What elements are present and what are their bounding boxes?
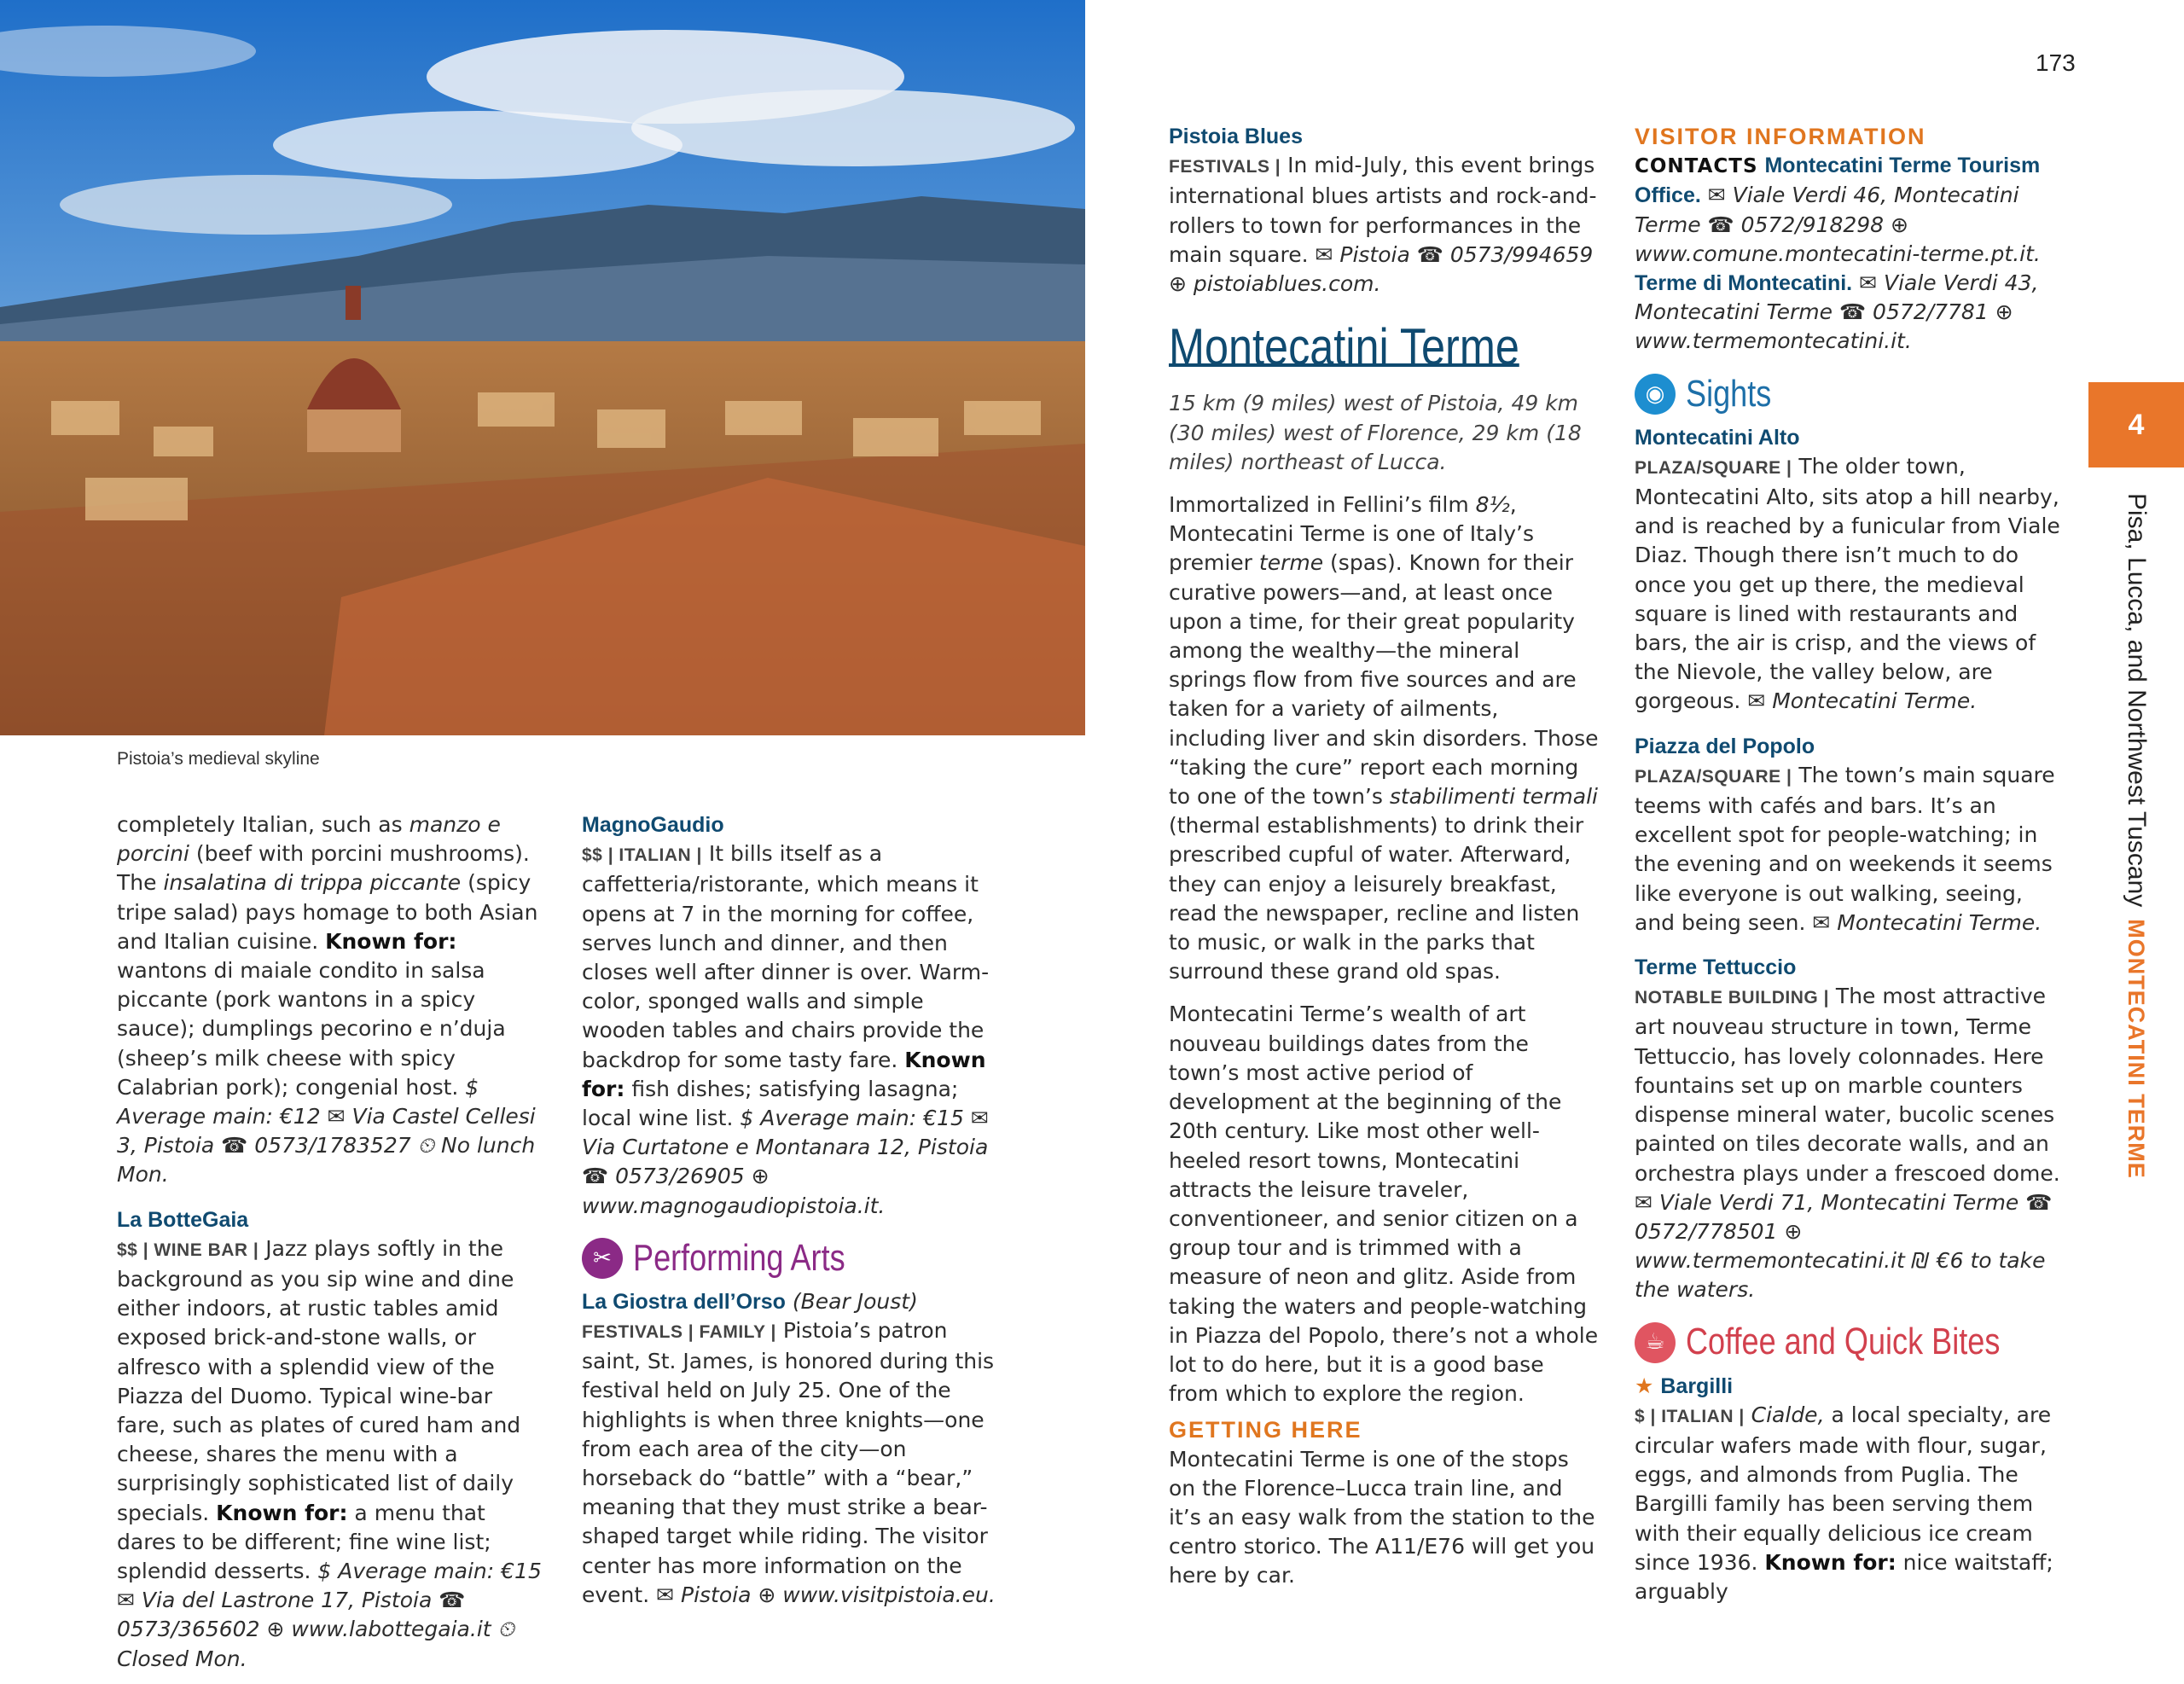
column-3 — [1169, 122, 1600, 1591]
column-4 — [1635, 122, 2065, 1606]
coffee-cup-icon: ☕ — [1635, 1322, 1676, 1363]
paragraph: Immortalized in Fellini’s film 8½, Montecatini Terme is one of Italy’s premier terme (spas). Known for their curative powers—and, at least once upon a time, for their great popularity among the wealthy—the mineral springs flow from five sources and are taken for a variety of ailments, including liver and skin disorders. Those “taking the cure” report each morning to one of the town’s stabilimenti termali (thermal establishments) to drink their prescribed cupful of water. Afterward, they can enjoy a leisurely breakfast, read the newspaper, recline and listen to music, or walk in the parks that surround these grand old spas. — [1169, 492, 1599, 984]
listing-text: PLAZA/SQUARE | The older town, Montecatini Alto, sits atop a hill nearby, and is reached by a funicular from Viale Diaz. Though there isn’t much to do once you get up there, the medieval square is lined with restaurants and bars, the air is crisp, and the views of the Nievole, the valley below, are gorgeous. ✉ Montecatini Terme. — [1635, 453, 2060, 714]
listing-text: NOTABLE BUILDING | The most attractive art nouveau structure in town, Terme Tettuccio, has lovely colonnades. Here fountains set up on marble counters dispense mineral water, bucolic scenes painted on tiles decorate walls, and an orchestra plays under a frescoed dome. ✉ Viale Verdi 71, Montecatini Terme ☎ 0572/778501 ⊕ www.termemontecatini.it ₪ €6 to take the waters. — [1635, 984, 2060, 1303]
section-title: MONTECATINI TERME — [2123, 919, 2149, 1179]
column-2 — [582, 810, 1013, 1610]
listing-text: PLAZA/SQUARE | The town’s main square teems with cafés and bars. It’s an excellent spot for people-watching; in the evening and on weekends it seems like everyone is out walking, seeing, and being seen. ✉ Montecatini Terme. — [1635, 762, 2055, 935]
listing-text: FESTIVALS | In mid-July, this event brings international blues artists and rock-and-rollers to town for performances in the main square. ✉ Pistoia ☎ 0573/994659 ⊕ pistoiablues.com. — [1169, 153, 1597, 297]
chapter-title: Pisa, Lucca, and Northwest Tuscany — [2123, 493, 2151, 908]
chapter-running-head — [2122, 493, 2151, 1179]
listing-text: $ | ITALIAN | Cialde, a local specialty, are circular wafers made with flour, sugar, eggs, and almonds from Puglia. The Bargilli family has been serving them with their equally delicious ice cream since 1936. Known for: nice waitstaff; arguably — [1635, 1402, 2053, 1604]
listing-name: MagnoGaudio — [582, 813, 724, 837]
listing-name: Piazza del Popolo — [1635, 734, 1815, 758]
listing-text: $$ | WINE BAR | Jazz plays softly in the background as you sip wine and dine either indoors, at rustic tables amid exposed brick-and-stone walls, or alfresco with a splendid view of the Piazza del Duomo. Typical wine-bar fare, such as plates of cured ham and cheese, shares the menu with a surprisingly sophisticated list of daily specials. Known for: a menu that dares to be different; fine wine list; splendid desserts. $ Average main: €15 ✉ Via del Lastrone 17, Pistoia ☎ 0573/365602 ⊕ www.labottegaia.it ⏲ Closed Mon. — [117, 1235, 542, 1671]
page-number: 173 — [2036, 49, 2076, 76]
town-title: Montecatini Terme — [1169, 318, 1519, 376]
photo-caption: Pistoia’s medieval skyline — [117, 749, 320, 769]
paragraph: completely Italian, such as manzo e porcini (beef with porcini mushrooms). The insalatina di trippa piccante (spicy tripe salad) pays homage to both Asian and Italian cuisine. Known for: wantons di maiale condito in salsa piccante (pork wantons in a spicy sauce); dumplings pecorino e n’duja (sheep’s milk cheese with spicy Calabrian pork); congenial host. $ Average main: €12 ✉ Via Castel Cellesi 3, Pistoia ☎ 0573/1783527 ⏲ No lunch Mon. — [117, 812, 538, 1188]
listing-name: Terme Tettuccio — [1635, 955, 1797, 980]
paragraph: Montecatini Terme is one of the stops on the Florence–Lucca train line, and it’s an easy walk from the station to the centro storico. The A11/E76 will get you here by car. — [1169, 1446, 1595, 1588]
section-heading-performing-arts: ✂ Performing Arts — [582, 1238, 1013, 1279]
section-heading-coffee: ☕ Coffee and Quick Bites — [1635, 1322, 2065, 1363]
listing-text: FESTIVALS | FAMILY | Pistoia’s patron saint, St. James, is honored during this festival held on July 25. One of the highlights is when three knights—one from each area of the city—on horseback do “battle” with a “bear,” meaning that they must strike a bear-shaped target while riding. The visitor center has more information on the event. ✉ Pistoia ⊕ www.visitpistoia.eu. — [582, 1318, 996, 1607]
listing-name: La BotteGaia — [117, 1207, 249, 1232]
eye-icon: ◉ — [1635, 374, 1676, 415]
ticket-icon: ✂ — [582, 1238, 623, 1279]
town-intro: 15 km (9 miles) west of Pistoia, 49 km (30 miles) west of Florence, 29 km (18 miles) northeast of Lucca. — [1169, 391, 1582, 474]
contacts-text: CONTACTS Montecatini Terme Tourism Office. ✉ Viale Verdi 46, Montecatini Terme ☎ 0572/918298 ⊕ www.comune.montecatini-terme.pt.it. Terme di Montecatini. ✉ Viale Verdi 43, Montecatini Terme ☎ 0572/7781 ⊕ www.termemontecatini.it. — [1635, 154, 2041, 354]
paragraph: Montecatini Terme’s wealth of art nouveau buildings dates from the town’s most active period of development at the beginning of the 20th century. Like most other well-heeled resort towns, Montecatini attracts the leisure traveler, conventioneer, and senior citizen on a group tour and is trimmed with a measure of neon and glitz. Aside from taking the waters and people-watching in Piazza del Popolo, there’s not a whole lot to do here, but it is a good base from which to explore the region. — [1169, 1002, 1599, 1407]
listing-name: La Giostra dell’Orso (Bear Joust) — [582, 1288, 918, 1314]
chapter-tab: 4 — [2088, 382, 2184, 467]
listing-name: Montecatini Alto — [1635, 425, 1800, 450]
section-heading-sights: ◉ Sights — [1635, 374, 2065, 415]
listing-name: ★ Bargilli — [1635, 1373, 1734, 1398]
column-1 — [117, 810, 548, 1674]
listing-text: $$ | ITALIAN | It bills itself as a caffetteria/ristorante, which means it opens at 7 in the morning for coffee, serves lunch and dinner, and then closes well after dinner is over. Warm-color, sponged walls and simple wooden tables and chairs provide the backdrop for some tasty fare. Known for: fish dishes; satisfying lasagna; local wine list. $ Average main: €15 ✉ Via Curtatone e Montanara 12, Pistoia ☎ 0573/26905 ⊕ www.magnogaudiopistoia.it. — [582, 841, 990, 1218]
star-icon: ★ — [1635, 1373, 1654, 1398]
visitor-info-heading: VISITOR INFORMATION — [1635, 124, 1926, 149]
pistoia-skyline-photo — [0, 0, 1085, 735]
getting-here-heading: GETTING HERE — [1169, 1417, 1362, 1443]
listing-name: Pistoia Blues — [1169, 125, 1303, 148]
